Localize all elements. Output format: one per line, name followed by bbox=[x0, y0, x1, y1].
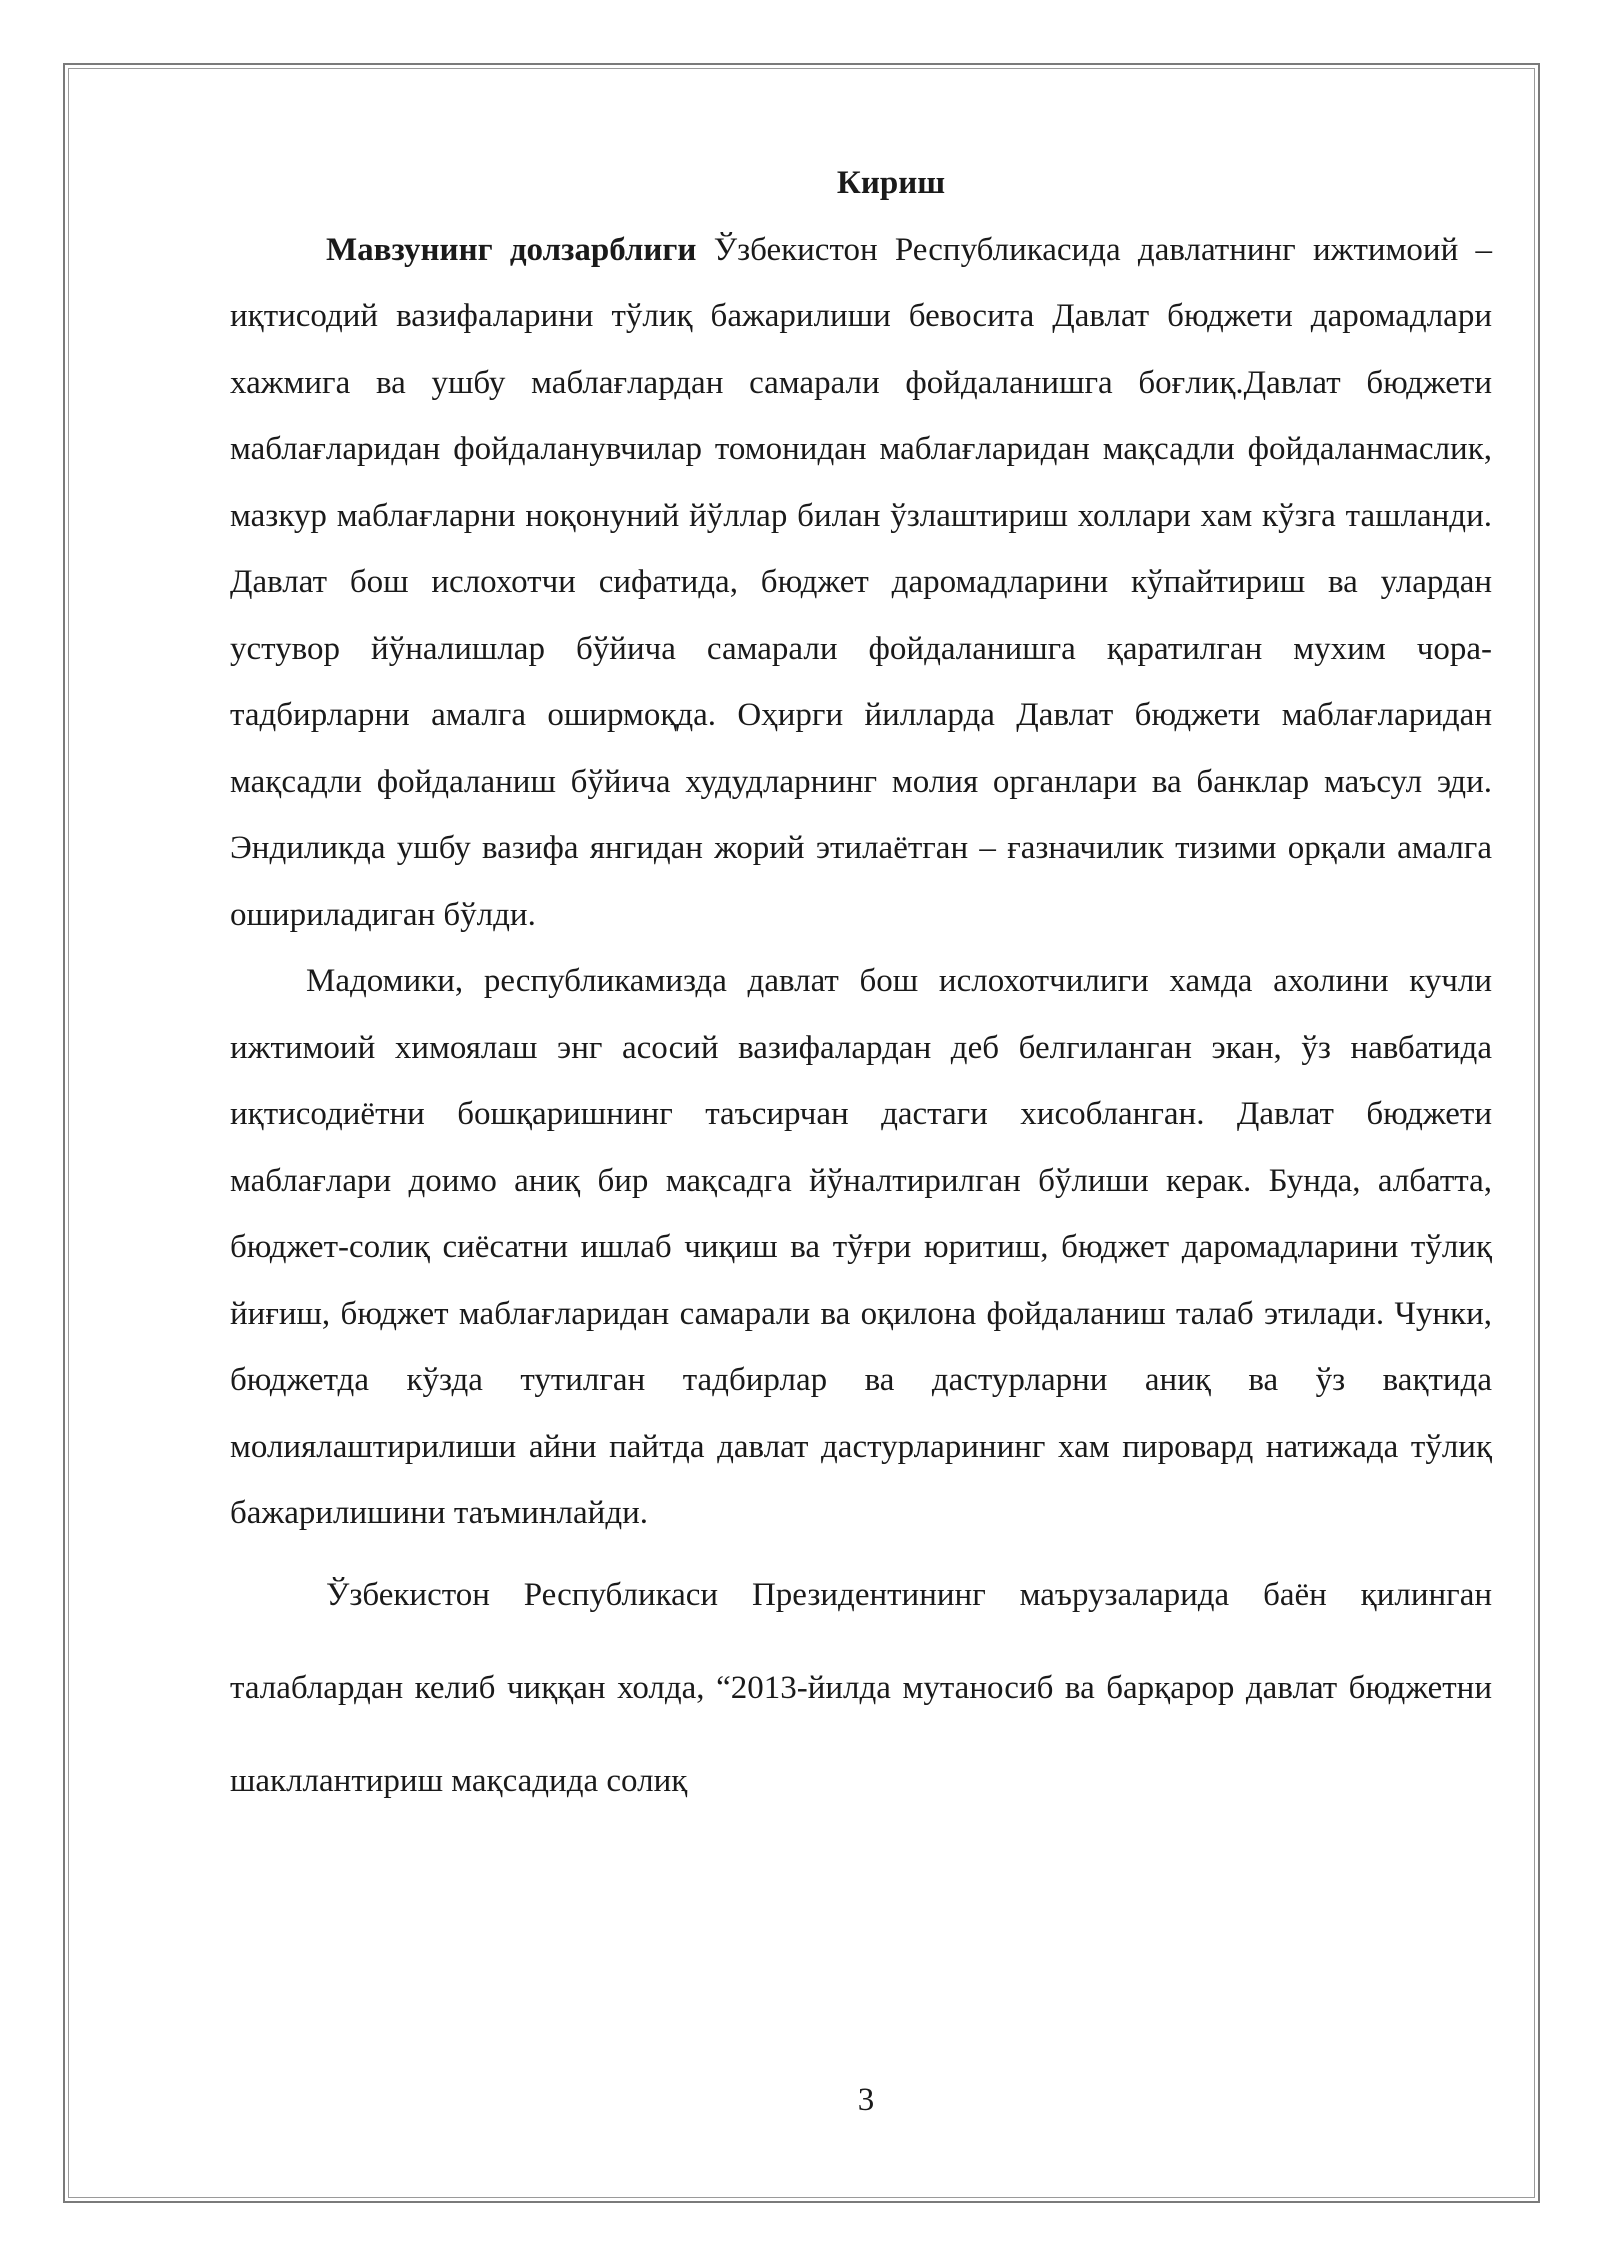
page-number: 3 bbox=[857, 2082, 875, 2118]
paragraph-president: Ўзбекистон Республикаси Президентининг маърузаларида баён қилинган талаблардан келиб чиққан холда, “2013-йилда мутаносиб ва барқарор давлат бюджетни шакллантириш мақсадида солиқ bbox=[230, 1576, 1492, 1799]
section-heading: Кириш bbox=[836, 165, 946, 201]
paragraph-reform: Мадомики, республикамизда давлат бош ислохотчилиги хамда ахолини кучли ижтимоий химоялаш энг асосий вазифалардан деб белгиланган экан, ўз навбатида иқтисодиётни бошқаришнинг таъсирчан дастаги хисобланган. Давлат бюджети маблағлари доимо аниқ бир мақсадга йўналтирилган бўлиши керак. Бунда, албатта, бюджет-солиқ сиёсатни ишлаб чиқиш ва тўғри юритиш, бюджет даромадларини тўлиқ йиғиш, бюджет маблағларидан самарали ва оқилона фойдаланиш талаб этилади. Чунки, бюджетда кўзда тутилган тадбирлар ва дастурларни аниқ ва ўз вақтида молиялаштирилиши айни пайтда давлат дастурларининг хам пировард натижада тўлиқ бажарилишини таъминлайди. bbox=[230, 963, 1492, 1531]
paragraph-lead-bold: Мавзунинг долзарблиги bbox=[326, 231, 697, 268]
paragraph-relevance bbox=[230, 217, 1492, 949]
document-body bbox=[230, 150, 1492, 1828]
paragraph-text: Ўзбекистон Республикасида давлатнинг ижтимоий – иқтисодий вазифаларини тўлиқ бажарилиши бевосита Давлат бюджети даромадлари хажмига ва ушбу маблағлардан самарали фойдаланишга боғлиқ.Давлат бюджети маблағларидан фойдаланувчилар томонидан маблағларидан мақсадли фойдаланмаслик, мазкур маблағларни ноқонуний йўллар билан ўзлаштириш холлари хам кўзга ташланди. Давлат бош ислохотчи сифатида, бюджет даромадларини кўпайтириш ва улардан устувор йўналишлар бўйича самарали фойдаланишга қаратилган мухим чора-тадбирларни амалга оширмоқда. Оҳирги йилларда Давлат бюджети маблағларидан мақсадли фойдаланиш бўйича худудларнинг молия органлари ва банклар маъсул эди. Эндиликда ушбу вазифа янгидан жорий этилаётган – ғазначилик тизими орқали амалга ошириладиган бўлди. bbox=[230, 231, 1492, 933]
